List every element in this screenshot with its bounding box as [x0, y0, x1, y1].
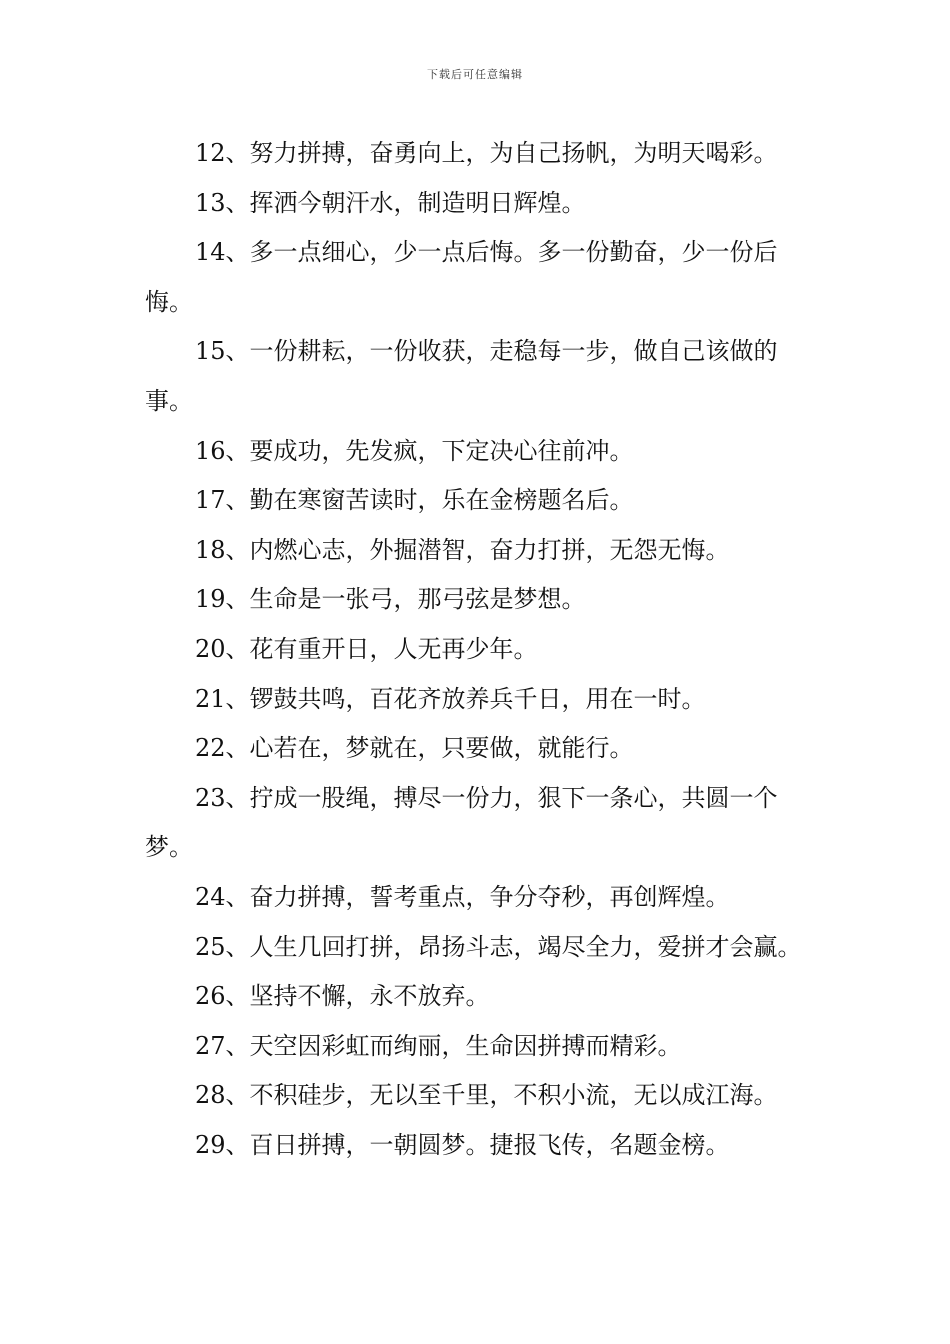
list-item: 17、勤在寒窗苦读时，乐在金榜题名后。 [195, 486, 634, 515]
list-item: 18、内燃心志，外掘潜智，奋力打拼，无怨无悔。 [195, 535, 730, 564]
list-item: 13、挥洒今朝汗水，制造明日辉煌。 [195, 188, 586, 217]
list-item: 16、要成功，先发疯，下定决心往前冲。 [195, 436, 634, 465]
list-item: 21、锣鼓共鸣，百花齐放养兵千日，用在一时。 [195, 684, 706, 713]
document-body [145, 129, 810, 1170]
list-item: 15、一份耕耘，一份收获，走稳每一步，做自己该做的事。 [145, 337, 778, 415]
list-item: 27、天空因彩虹而绚丽，生命因拼搏而精彩。 [195, 1031, 682, 1060]
list-item: 28、不积硅步，无以至千里，不积小流，无以成江海。 [195, 1081, 778, 1110]
list-item: 24、奋力拼搏，誓考重点，争分夺秒，再创辉煌。 [195, 882, 730, 911]
list-item: 14、多一点细心，少一点后悔。多一份勤奋，少一份后悔。 [145, 238, 778, 316]
list-item: 20、花有重开日，人无再少年。 [195, 634, 538, 663]
list-item: 12、努力拼搏，奋勇向上，为自己扬帆，为明天喝彩。 [195, 139, 778, 167]
list-item: 23、拧成一股绳，搏尽一份力，狠下一条心，共圆一个梦。 [145, 783, 778, 862]
list-item: 19、生命是一张弓，那弓弦是梦想。 [195, 585, 586, 614]
list-item: 29、百日拼搏，一朝圆梦。捷报飞传，名题金榜。 [195, 1130, 730, 1159]
page-header: 下载后可任意编辑 [427, 68, 523, 81]
list-item: 22、心若在，梦就在，只要做，就能行。 [195, 734, 634, 763]
list-item: 25、人生几回打拼，昂扬斗志，竭尽全力，爱拼才会赢。 [195, 932, 802, 961]
list-item: 26、坚持不懈，永不放弃。 [195, 982, 490, 1011]
